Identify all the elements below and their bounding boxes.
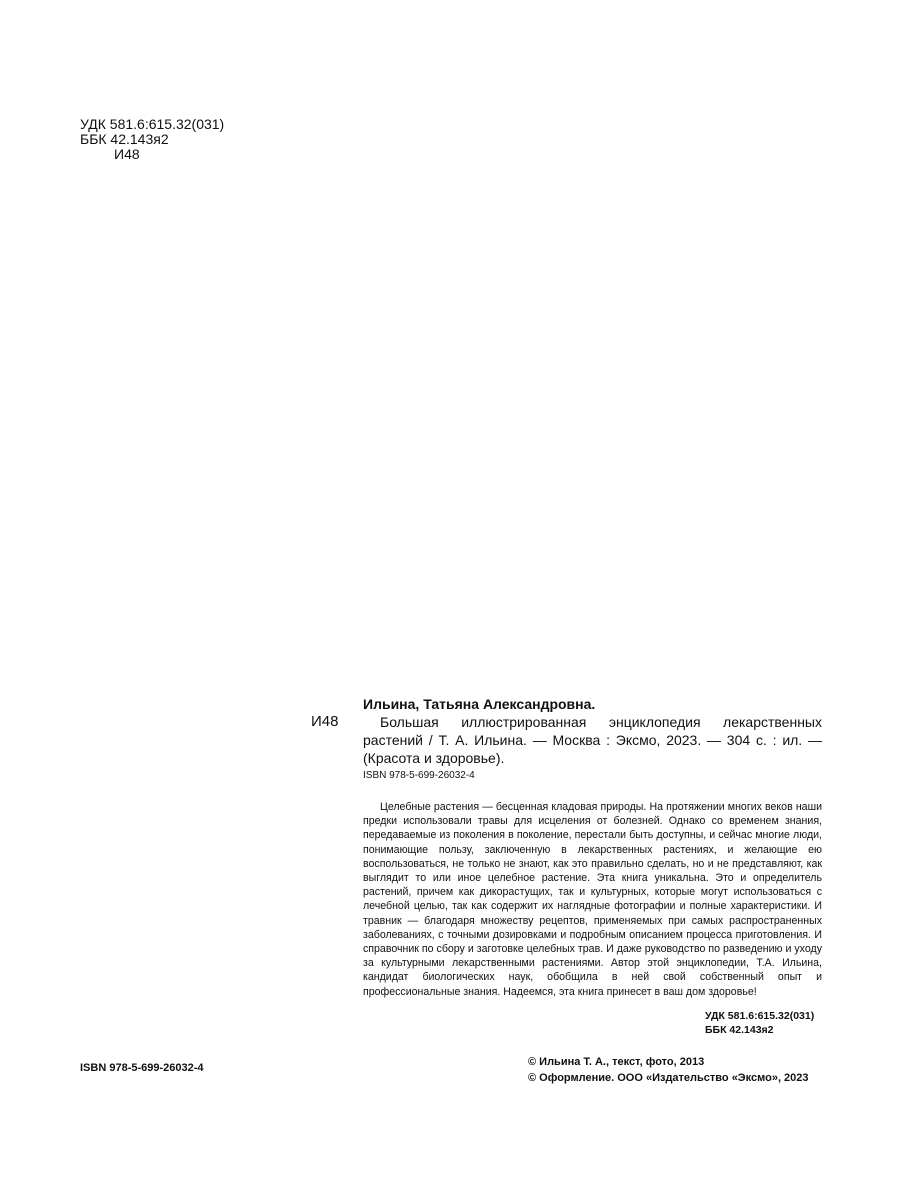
copyright-publisher: © Оформление. ООО «Издательство «Эксмо», 2023 (528, 1072, 809, 1084)
udk-code-bottom: УДК 581.6:615.32(031) (705, 1010, 815, 1022)
bibliographic-record (363, 695, 822, 767)
bbk-code: ББК 42.143я2 (80, 131, 169, 147)
udk-code: УДК 581.6:615.32(031) (80, 116, 225, 132)
author-name: Ильина, Татьяна Александровна. (363, 696, 596, 712)
classification-codes-bottom (705, 1009, 814, 1037)
author-mark: И48 (114, 146, 140, 162)
footer-isbn: ISBN 978-5-699-26032-4 (80, 1062, 204, 1074)
biblio-author-mark: И48 (311, 713, 339, 730)
isbn-record: ISBN 978-5-699-26032-4 (363, 770, 475, 781)
classification-codes-top (80, 117, 224, 162)
annotation-paragraph: Целебные растения — бесценная кладовая природы. На протяжении многих веков наши предки использовали травы для исцеления от болезней. Однако со временем знания, передаваемые из поколения в поколение, перестали быть доступны, и сейчас многие люди, понимающие пользу, заключенную в лекарственных растениях, и желающие ею воспользоваться, не только не знают, как это правильно сделать, но и не представляют, как выглядит то или иное целебное растение. Эта книга уникальна. Это и определитель растений, причем как дикорастущих, так и культурных, которые могут использоваться с лечебной целью, так как содержит их наглядные фотографии и полные характеристики. И травник — благодаря множеству рецептов, применяемых при самых распространенных заболеваниях, с точными дозировками и подробным описанием процесса приготовления. И справочник по сбору и заготовке целебных трав. И даже руководство по разведению и уходу за культурными лекарственными растениями. Автор этой энциклопедии, Т.А. Ильина, кандидат биологических наук, обобщила в ней свой собственный опыт и профессиональные знания. Надеемся, эта книга принесет в ваш дом здоровье! (363, 801, 822, 998)
bbk-code-bottom: ББК 42.143я2 (705, 1024, 774, 1036)
copyright-author: © Ильина Т. А., текст, фото, 2013 (528, 1056, 705, 1068)
book-description: Большая иллюстрированная энциклопедия лекарственных растений / Т. А. Ильина. — Москва : Эксмо, 2023. — 304 с. : ил. — (Красота и здоровье). (363, 714, 822, 766)
copyright-block (528, 1054, 809, 1086)
